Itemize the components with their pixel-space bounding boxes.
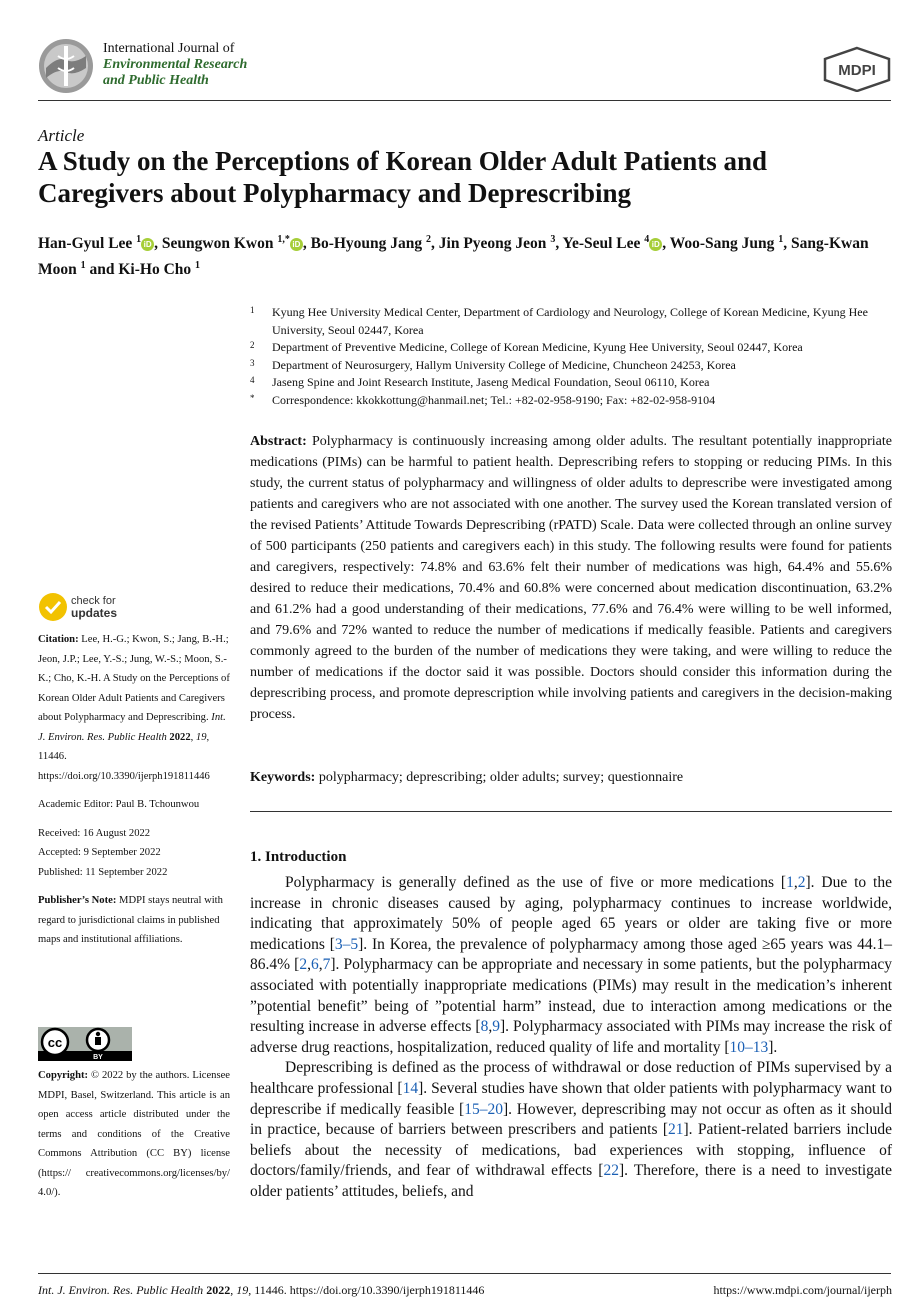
mdpi-logo-text: MDPI bbox=[838, 62, 876, 79]
section-heading-introduction: 1. Introduction bbox=[250, 849, 347, 865]
citation-link[interactable]: 21 bbox=[668, 1121, 684, 1139]
article-type: Article bbox=[38, 126, 85, 145]
citation-link[interactable]: 2 bbox=[797, 874, 806, 891]
footer-divider bbox=[38, 1273, 891, 1274]
article-info-sidebar bbox=[38, 630, 230, 959]
paragraph: Polypharmacy is generally defined as the use of five or more medications [1,2]. Due to the increase in chronic diseases caused by aging, polypharmacy continues to increase worldwide, indicating that approximately 50% of people aged 65 years or older are taking five or more medications [3–5]. In Korea, the prevalence of polypharmacy among those aged ≥65 years was 44.1–86.4% [2,6,7]. Polypharmacy can be appropriate and necessary in some patients, but the polypharmacy associated with potentially inappropriate medications (PIMs) may result in the medication’s inherent ”potential benefit” being of ”potential harm” instead, due to interaction among medications or the resulting increase in adverse effects [8,9]. Polypharmacy associated with PIMs may increase the risk of adverse drug reactions, hospitalization, reduced quality of life and mortality [10–13]. bbox=[250, 874, 893, 1056]
published-date: Published: 11 September 2022 bbox=[38, 866, 168, 878]
abstract-divider bbox=[250, 811, 892, 812]
citation-link[interactable]: 15–20 bbox=[464, 1100, 503, 1118]
header-divider bbox=[38, 100, 891, 101]
abstract-text: Polypharmacy is continuously increasing among older adults. The resultant potentially inappropriate medications (PIMs) can be harmful to patient health. Deprescribing refers to stopping or reducing PIMs. In this study, the current status of polypharmacy and willingness of older adults to deprescribe were investigated among patients and caregivers who are not associated with one another. The survey used the Korean translated version of the revised Patients’ Attitude Towards Deprescribing (rPATD) Scale. Data were collected through an online survey of 500 participants (250 patients and caregivers each) in this study. The following results were found for patients and caregivers, respectively: 74.8% and 63.6% felt their number of medications was high, 64.4% and 55.6% desired to reduce their medications, 70.4% and 60.8% were concerned about medication discontinuation, 63.2% and 61.2% had a good understanding of their medications, 77.6% and 76.4% were willing to be well informed, and 79.6% and 72% wanted to reduce the number of medications if medically feasible. Patients and caregivers commonly agreed to the burden of the number of medications they were taking, and were willing to reduce the number of medications if the doctor said it was possible. Doctors should consider this information during the deprescribing process, and promote deprescription while involving patients and caregivers in the decision-making process. bbox=[250, 434, 892, 722]
correspondence: * Correspondence: kkokkottung@hanmail.net; Tel.: +82-02-958-9190; Fax: +82-02-958-9104 bbox=[250, 392, 716, 407]
citation-volume: 19 bbox=[195, 731, 207, 743]
keywords bbox=[250, 767, 892, 788]
cc-by-license-icon[interactable] bbox=[38, 1027, 132, 1061]
citation-link[interactable]: 22 bbox=[603, 1162, 619, 1180]
abstract-label: Abstract: bbox=[250, 434, 307, 449]
check-updates-line2: updates bbox=[71, 606, 118, 620]
journal-name-line3: and Public Health bbox=[103, 73, 209, 88]
publisher-note: Publisher’s Note: MDPI stays neutral with regard to jurisdictional claims in published maps and institutional affiliations. bbox=[38, 895, 223, 945]
journal-logo-icon bbox=[38, 38, 94, 94]
affiliation-item: 2 Department of Preventive Medicine, College of Korean Medicine, Kyung Hee University, Seoul 02447, Korea bbox=[250, 340, 803, 354]
author-list: Han-Gyul Lee $^1$ iD , Seungwon Kwon $^{1,*}$ iD , Bo-Hyoung Jang $^2$, Jin Pyeong Jeon $^3$, Ye-Seul Lee $^4$ iD , Woo-Sang Jung $^1$, Sang-Kwan Moon $^1$ and Ki-Ho Cho $^1$ bbox=[38, 234, 869, 279]
citation-link[interactable]: 3–5 bbox=[334, 935, 359, 953]
citation-link[interactable]: 6 bbox=[310, 956, 319, 974]
citation-link[interactable]: 10–13 bbox=[729, 1038, 769, 1056]
orcid-icon[interactable]: iD bbox=[141, 238, 154, 251]
journal-name-line1: International Journal of bbox=[103, 41, 235, 56]
journal-name bbox=[103, 41, 247, 89]
checkmark-icon bbox=[38, 592, 68, 622]
academic-editor: Academic Editor: Paul B. Tchounwou bbox=[38, 799, 200, 810]
citation-link[interactable]: 14 bbox=[402, 1079, 419, 1097]
citation-link[interactable]: 7 bbox=[322, 956, 331, 974]
dates bbox=[38, 824, 230, 883]
citation-link[interactable]: 1 bbox=[786, 874, 794, 891]
footer-doi-link[interactable]: , 11446. https://doi.org/10.3390/ijerph191811446 bbox=[248, 1283, 485, 1297]
check-for-updates-button[interactable] bbox=[38, 592, 138, 624]
check-updates-line1: check for bbox=[71, 595, 116, 607]
received-date: Received: 16 August 2022 bbox=[38, 827, 151, 839]
keywords-text: polypharmacy; deprescribing; older adults; survey; questionnaire bbox=[318, 770, 684, 785]
citation: Citation: Lee, H.-G.; Kwon, S.; Jang, B.-H.; Jeon, J.P.; Lee, Y.-S.; Jung, W.-S.; Moon, S.-K.; Cho, K.-H. A Study on the Perceptions of Korean Older Adult Patients and Caregivers about Polypharmacy and Deprescribing. Int. J. Environ. Res. Public Health 2022, 19, 11446. https://doi.org/10.3390/ijerph191811446 bbox=[38, 634, 230, 782]
introduction-body bbox=[250, 873, 892, 1203]
article-title: A Study on the Perceptions of Korean Older Adult Patients and Caregivers about Polypharmacy and Deprescribing bbox=[38, 146, 768, 208]
orcid-icon[interactable]: iD bbox=[290, 238, 303, 251]
citation-link[interactable]: 8 bbox=[480, 1018, 489, 1036]
copyright-notice: Copyright: © 2022 by the authors. Licensee MDPI, Basel, Switzerland. This article is an open access article distributed under the terms and conditions of the Creative Commons Attribution (CC BY) license (https:// creativecommons.org/licenses/by/ 4.0/). bbox=[38, 1070, 230, 1198]
svg-text:cc: cc bbox=[47, 1035, 63, 1050]
accepted-date: Accepted: 9 September 2022 bbox=[38, 847, 161, 858]
footer-citation: Int. J. Environ. Res. Public Health 2022, 19, 11446. https://doi.org/10.3390/ijerph191811446 bbox=[38, 1283, 485, 1297]
citation-journal: Int. J. Environ. Res. Public Health bbox=[38, 712, 226, 743]
citation-link[interactable]: 2 bbox=[299, 956, 308, 974]
citation-link[interactable]: 9 bbox=[492, 1018, 500, 1036]
journal-url-link[interactable]: https://www.mdpi.com/journal/ijerph bbox=[713, 1283, 892, 1297]
keywords-label: Keywords: bbox=[250, 770, 316, 785]
abstract bbox=[250, 431, 892, 725]
citation-doi[interactable]: , 11446. https://doi.org/10.3390/ijerph191811446 bbox=[38, 731, 210, 782]
paragraph: Deprescribing is defined as the process of withdrawal or dose reduction of PIMs supervised by a healthcare professional [14]. Several studies have shown that older patients with polypharmacy want to deprescribe if medically feasible [15–20]. However, deprescribing may not occur as often as it should in practice, because of barriers between prescribers and patients [21]. Patient-related barriers include beliefs about the necessity of medications, bad experiences with stopping, influence of doctors/family/friends, and fear of withdrawal effects [22]. Therefore, there is a need to investigate older patients’ attitudes, beliefs, and bbox=[250, 1059, 892, 1200]
affiliation-item: 4 Jaseng Spine and Joint Research Institute, Jaseng Medical Foundation, Seoul 06110, Korea bbox=[250, 375, 710, 389]
affiliation-item: 3 Department of Neurosurgery, Hallym University College of Medicine, Chuncheon 24253, Korea bbox=[250, 357, 736, 372]
journal-name-line2: Environmental Research bbox=[103, 57, 248, 72]
cc-badge-label: BY bbox=[93, 1054, 103, 1061]
orcid-icon[interactable]: iD bbox=[649, 238, 662, 251]
affiliation-item: 1 Kyung Hee University Medical Center, Department of Cardiology and Neurology, College of Korean Medicine, Kyung Hee University, Seoul 02447, Korea bbox=[250, 305, 868, 337]
citation-year: 2022 bbox=[169, 731, 191, 743]
affiliations bbox=[250, 304, 900, 409]
mdpi-logo bbox=[822, 46, 892, 92]
